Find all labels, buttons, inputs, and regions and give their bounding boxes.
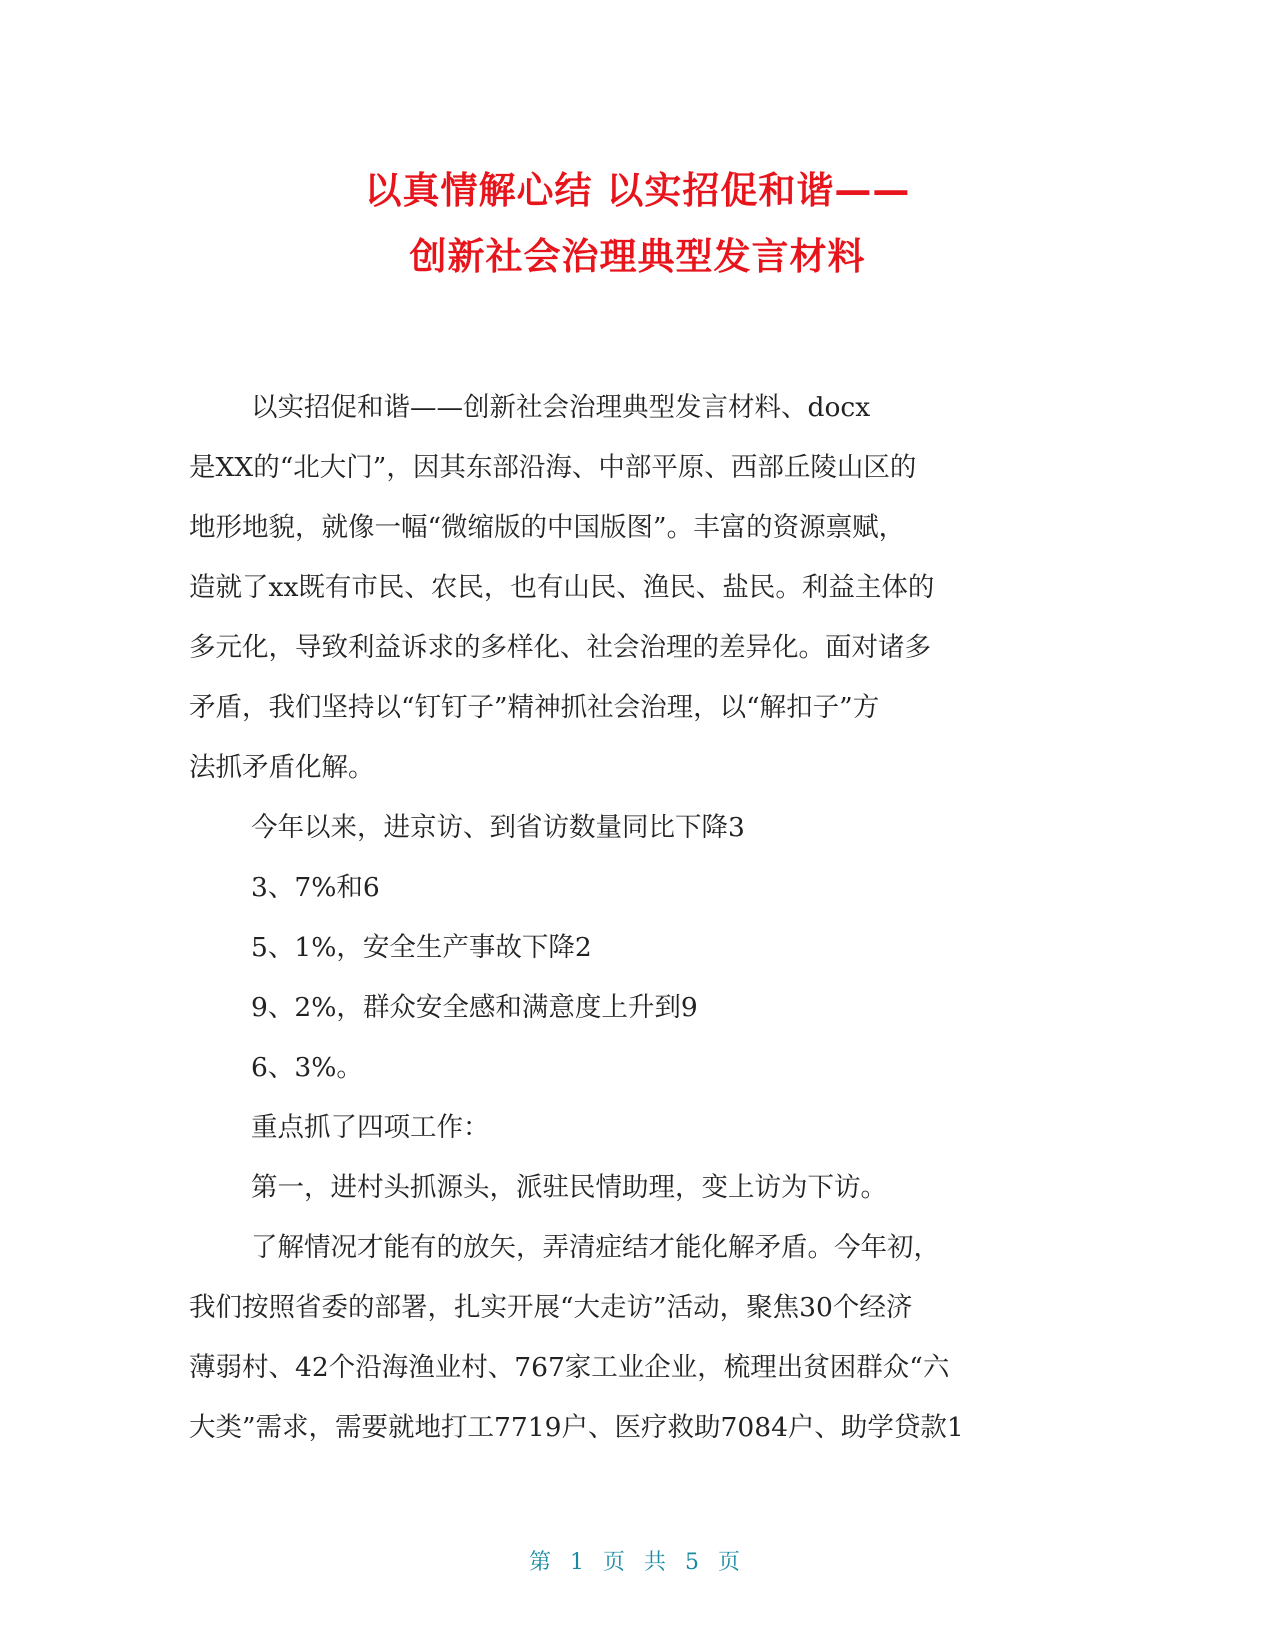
document-body: [189, 378, 1089, 1458]
detail-paragraph: [189, 1218, 1089, 1458]
page-footer: 第 1 页 共 5 页: [529, 1550, 746, 1575]
stats-paragraph: [189, 798, 1089, 1098]
body-line: 是XX的“北大门”，因其东部沿海、中部平原、西部丘陵山区的: [189, 452, 917, 483]
document-title-line-2: 创新社会治理典型发言材料: [409, 235, 866, 278]
body-line: 大类”需求，需要就地打工7719户、医疗救助7084户、助学贷款1: [189, 1412, 964, 1443]
body-line: 重点抓了四项工作：: [251, 1112, 490, 1143]
body-line: 第一，进村头抓源头，派驻民情助理，变上访为下访。: [251, 1172, 887, 1203]
body-line: 多元化，导致利益诉求的多样化、社会治理的差异化。面对诸多: [189, 632, 931, 663]
body-line: 6、3%。: [251, 1052, 363, 1083]
body-line: 以实招促和谐——创新社会治理典型发言材料、docx: [251, 392, 871, 423]
body-line: 矛盾，我们坚持以“钉钉子”精神抓社会治理，以“解扣子”方: [189, 692, 880, 723]
body-line: 今年以来，进京访、到省访数量同比下降3: [251, 812, 745, 843]
first-item-paragraph: [189, 1158, 1089, 1218]
body-line: 法抓矛盾化解。: [189, 752, 375, 783]
body-line: 9、2%，群众安全感和满意度上升到9: [251, 992, 698, 1023]
body-line: 5、1%，安全生产事故下降2: [251, 932, 592, 963]
body-line: 了解情况才能有的放矢，弄清症结才能化解矛盾。今年初，: [251, 1232, 940, 1263]
body-line: 地形地貌，就像一幅“微缩版的中国版图”。丰富的资源禀赋，: [189, 512, 906, 543]
body-line: 3、7%和6: [251, 872, 380, 903]
focus-paragraph: [189, 1098, 1089, 1158]
document-title-line-1: 以真情解心结 以实招促和谐——: [364, 169, 911, 212]
body-line: 我们按照省委的部署，扎实开展“大走访”活动，聚焦30个经济: [189, 1292, 913, 1323]
intro-paragraph: [189, 378, 1089, 798]
body-line: 薄弱村、42个沿海渔业村、767家工业企业，梳理出贫困群众“六: [189, 1352, 950, 1383]
body-line: 造就了xx既有市民、农民，也有山民、渔民、盐民。利益主体的: [189, 572, 935, 603]
